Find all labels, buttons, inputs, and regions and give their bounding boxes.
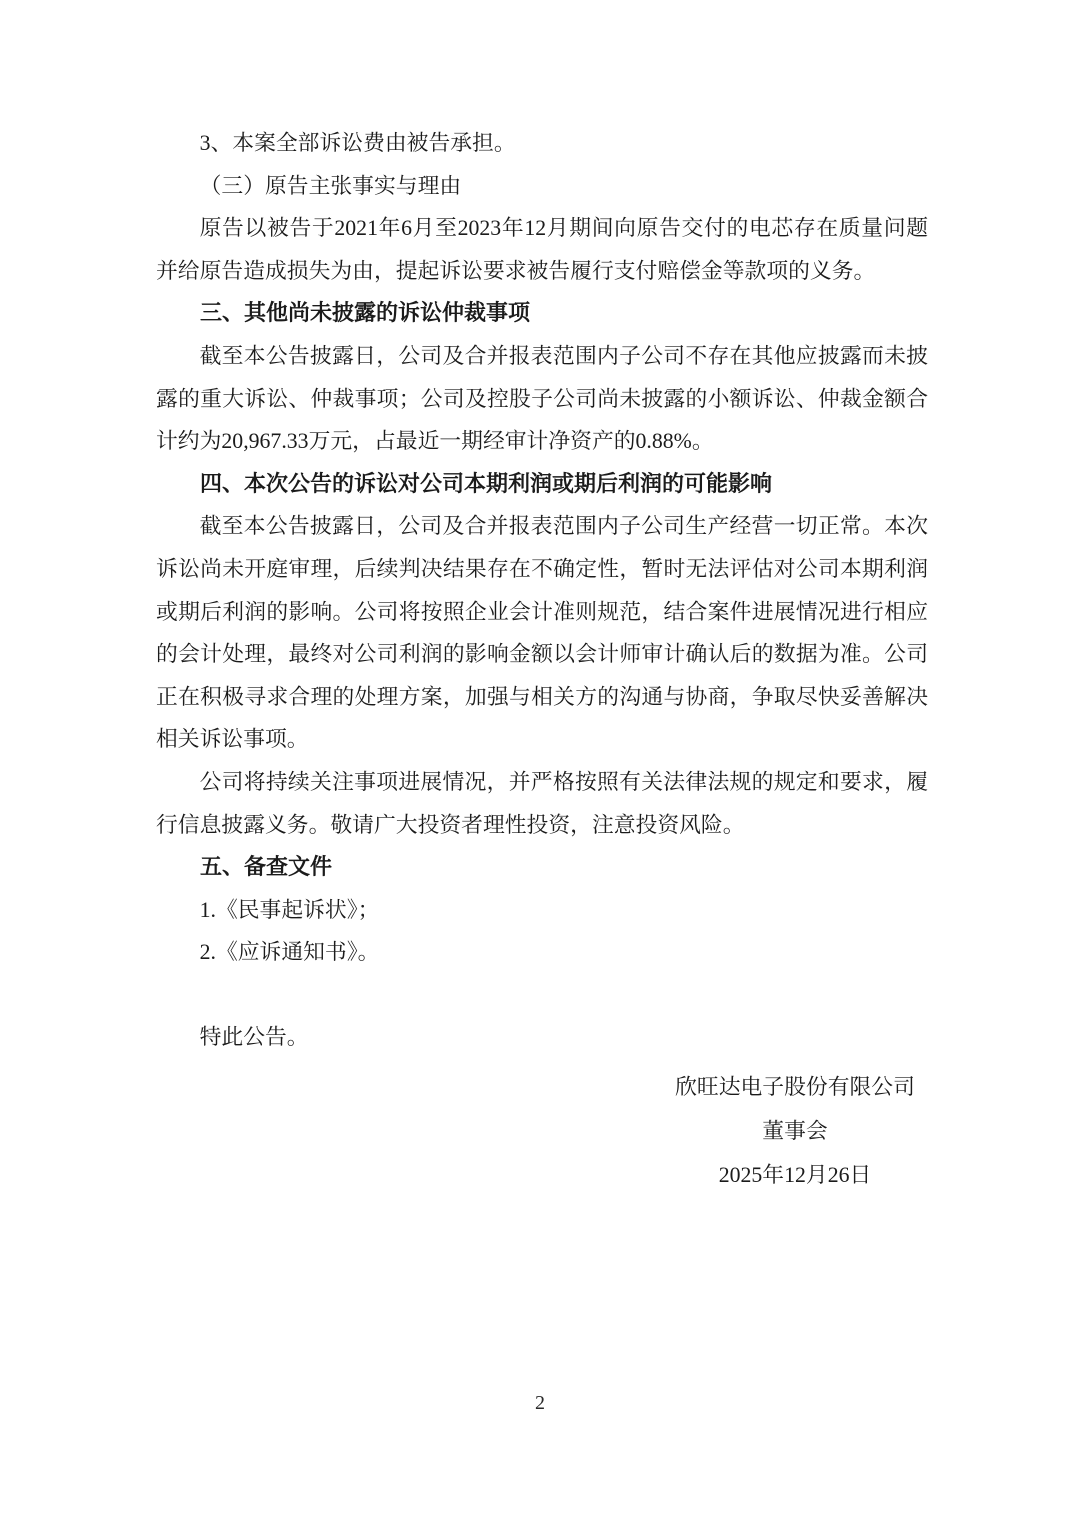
board-label: 董事会	[762, 1119, 828, 1144]
announcement-date: 2025年12月26日	[718, 1163, 872, 1188]
plaintiff-claims-subheading: （三）原告主张事实与理由	[199, 173, 462, 198]
section-4-heading: 四、本次公告的诉讼对公司本期利润或期后利润的可能影响	[200, 470, 773, 496]
undisclosed-litigation-paragraph: 截至本公告披露日，公司及合并报表范围内子公司不存在其他应披露而未披露的重大诉讼、仲裁事项；公司及控股子公司尚未披露的小额诉讼、仲裁金额合计约为20,967.33万元，占最近一期经审计净资产的0.88%。	[156, 343, 928, 454]
disclosure-commitment-paragraph: 公司将持续关注事项进展情况，并严格按照有关法律法规的规定和要求，履行信息披露义务。敬请广大投资者理性投资，注意投资风险。	[156, 769, 928, 837]
signature-block	[662, 1065, 928, 1197]
section-3-heading: 三、其他尚未披露的诉讼仲裁事项	[200, 300, 531, 326]
closing-statement: 特此公告。	[199, 1025, 309, 1050]
plaintiff-claims-paragraph: 原告以被告于2021年6月至2023年12月期间向原告交付的电芯存在质量问题并给原告造成损失为由，提起诉讼要求被告履行支付赔偿金等款项的义务。	[156, 216, 928, 283]
reference-document-item-2: 2.《应诉通知书》。	[199, 940, 380, 965]
profit-impact-paragraph: 截至本公告披露日，公司及合并报表范围内子公司生产经营一切正常。本次诉讼尚未开庭审理，后续判决结果存在不确定性，暂时无法评估对公司本期利润或期后利润的影响。公司将按照企业会计准则规范，结合案件进展情况进行相应的会计处理，最终对公司利润的影响金额以会计师审计确认后的数据为准。公司正在积极寻求合理的处理方案，加强与相关方的沟通与协商，争取尽快妥善解决相关诉讼事项。	[156, 514, 928, 752]
page-number: 2	[535, 1392, 545, 1414]
company-name: 欣旺达电子股份有限公司	[675, 1075, 915, 1100]
court-fee-item: 3、本案全部诉讼费由被告承担。	[199, 131, 516, 155]
section-5-heading: 五、备查文件	[200, 854, 333, 880]
announcement-body	[156, 122, 928, 1197]
reference-document-item-1: 1.《民事起诉状》；	[199, 897, 380, 922]
